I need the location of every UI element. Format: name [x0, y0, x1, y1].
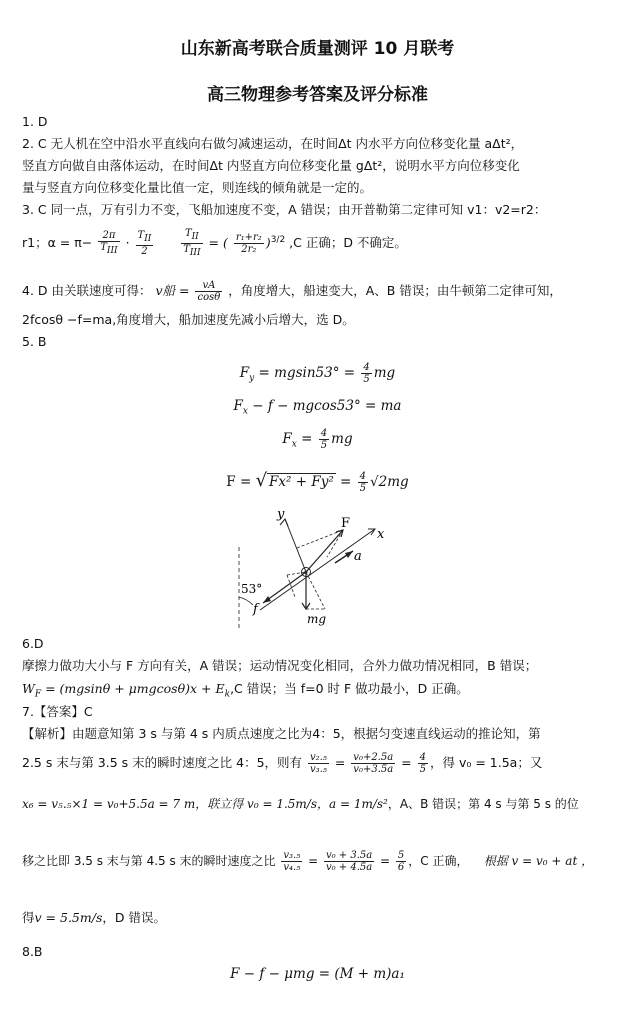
fraction: $\frac{\text{r₁+r₂}}{\text{2r₂}}$ [235, 232, 262, 255]
label-f: f [253, 602, 258, 617]
answer-7-line-4: 移之比即 3.5 s 末与第 4.5 s 末的瞬时速度之比 $\frac{\text{v₃.₅}}{\text{v₄.₅}}$ = $\frac{\text{v₀ + 3.5a}}{\text{v₀ + 4.5a}}$ = $\frac{5}{6}$ ，C 正确， 根据 v = v₀ + at ， [22, 850, 594, 873]
label-angle: 53° [241, 582, 263, 596]
friction-arrow [263, 572, 306, 603]
page-title: 山东新高考联合质量测评 10 月联考 [180, 39, 455, 59]
answer-4-line-2: 2fcosθ −f=ma,角度增大，船加速度先减小后增大，选 D。 [22, 312, 355, 327]
equation-fy: $F_y = mgsin53^\circ$ = $\frac{4}{5}$ mg [239, 362, 396, 385]
answer-7-line-2: 2.5 s 末与第 3.5 s 末的瞬时速度之比 4：5，则有 $\frac{\text{v₂.₅}}{\text{v₃.₅}}$ = $\frac{\text{v₀+2.5a}}{\text{v₀+3.5a}}$ = $\frac{4}{5}$ ，得 v₀ = 1.5a；又 [22, 752, 543, 775]
label-x: x [377, 527, 385, 542]
label-mg: mg [307, 612, 327, 626]
force-diagram [225, 505, 405, 630]
answer-3-conclusion: ,C 正确；D 不确定。 [289, 235, 407, 250]
answer-2-line-1: 2. C 无人机在空中沿水平直线向右做匀减速运动，在时间Δt 内水平方向位移变化量 aΔt²， [22, 136, 524, 151]
page-subtitle: 高三物理参考答案及评分标准 [207, 85, 428, 105]
fraction: $\frac{\text{TII}}{2}$ [137, 230, 152, 257]
answer-6: 6.D [22, 636, 44, 651]
answer-7: 7.【答案】C [22, 704, 93, 719]
force-f-arrow [306, 530, 343, 572]
equation-f-resultant: F = √ Fx² + Fy² = $\frac{4}{5}$ √2mg [226, 470, 409, 494]
fraction: $\frac{vA}{\cos\theta}$ [197, 280, 221, 303]
answer-6-line-1: 摩擦力做功大小与 F 方向有关，A 错误；运动情况变化相同，合外力做功情况相同，B 错误； [22, 658, 538, 673]
answer-1: 1. D [22, 114, 48, 129]
fraction: $\frac{\text{TII}}{\text{TIII}}$ [183, 228, 201, 258]
answer-7-line-3: x₆ = v₅.₅×1 = v₀+5.5a = 7 m，联立得 v₀ = 1.5m/s，a = 1m/s²，A、B 错误；第 4 s 与第 5 s 的位 [22, 797, 579, 811]
label-a: a [354, 549, 362, 564]
x-axis [260, 529, 375, 610]
answer-2-line-2: 竖直方向做自由落体运动，在时间Δt 内竖直方向位移变化量 gΔt²，说明水平方向位移变化 [22, 158, 520, 173]
equation-fx: $F_x$ = $\frac{4}{5}$ mg [282, 428, 353, 451]
answer-6-line-2: $W_F = (mgsin\theta + \mu mgcos\theta)x + E_k,C$ 错误；当 f=0 时 F 做功最小，D 正确。 [22, 681, 469, 700]
fraction: $\frac{2\pi}{\text{TIII}}$ [100, 230, 118, 256]
answer-2-line-3: 量与竖直方向位移变化量比值一定，则连线的倾角就是一定的。 [22, 180, 373, 195]
answer-3-alpha-text: r1；α = π− [22, 235, 93, 250]
answer-7-line-5: 得v = 5.5m/s，D 错误。 [22, 910, 166, 925]
label-f-upper: F [341, 516, 351, 531]
answer-8: 8.B [22, 944, 43, 959]
equation-fx-balance: $F_x - f - mgcos53^\circ$ = ma [233, 398, 402, 417]
answer-5: 5. B [22, 334, 47, 349]
answer-3-line-1: 3. C 同一点，万有引力不变，飞船加速度不变，A 错误；由开普勒第二定律可知 v1：v2=r2： [22, 202, 547, 217]
answer-7-line-1: 【解析】由题意知第 3 s 与第 4 s 内质点速度之比为4：5，根据匀变速直线运动的推论知，第 [22, 726, 541, 741]
answer-3-line-2: r1；α = π− $\frac{2\pi}{\text{TIII}}$ · $\frac{\text{TII}}{2}$ $\frac{\text{TII}}{\text{TIII}}$ = ( $\frac{\text{r₁+r₂}}{\text{2r₂}}$ )$^{3/2}$ ,C 正确；D 不确定。 [22, 228, 407, 258]
label-y: y [277, 507, 285, 522]
answer-4-line-1: 4. D 由关联速度可得： v船 = $\frac{vA}{\cos\theta}$ ，角度增大，船速变大，A、B 错误；由牛顿第二定律可知， [22, 280, 562, 303]
equation-q8: F − f − μmg = (M + m)a₁ [230, 966, 405, 982]
